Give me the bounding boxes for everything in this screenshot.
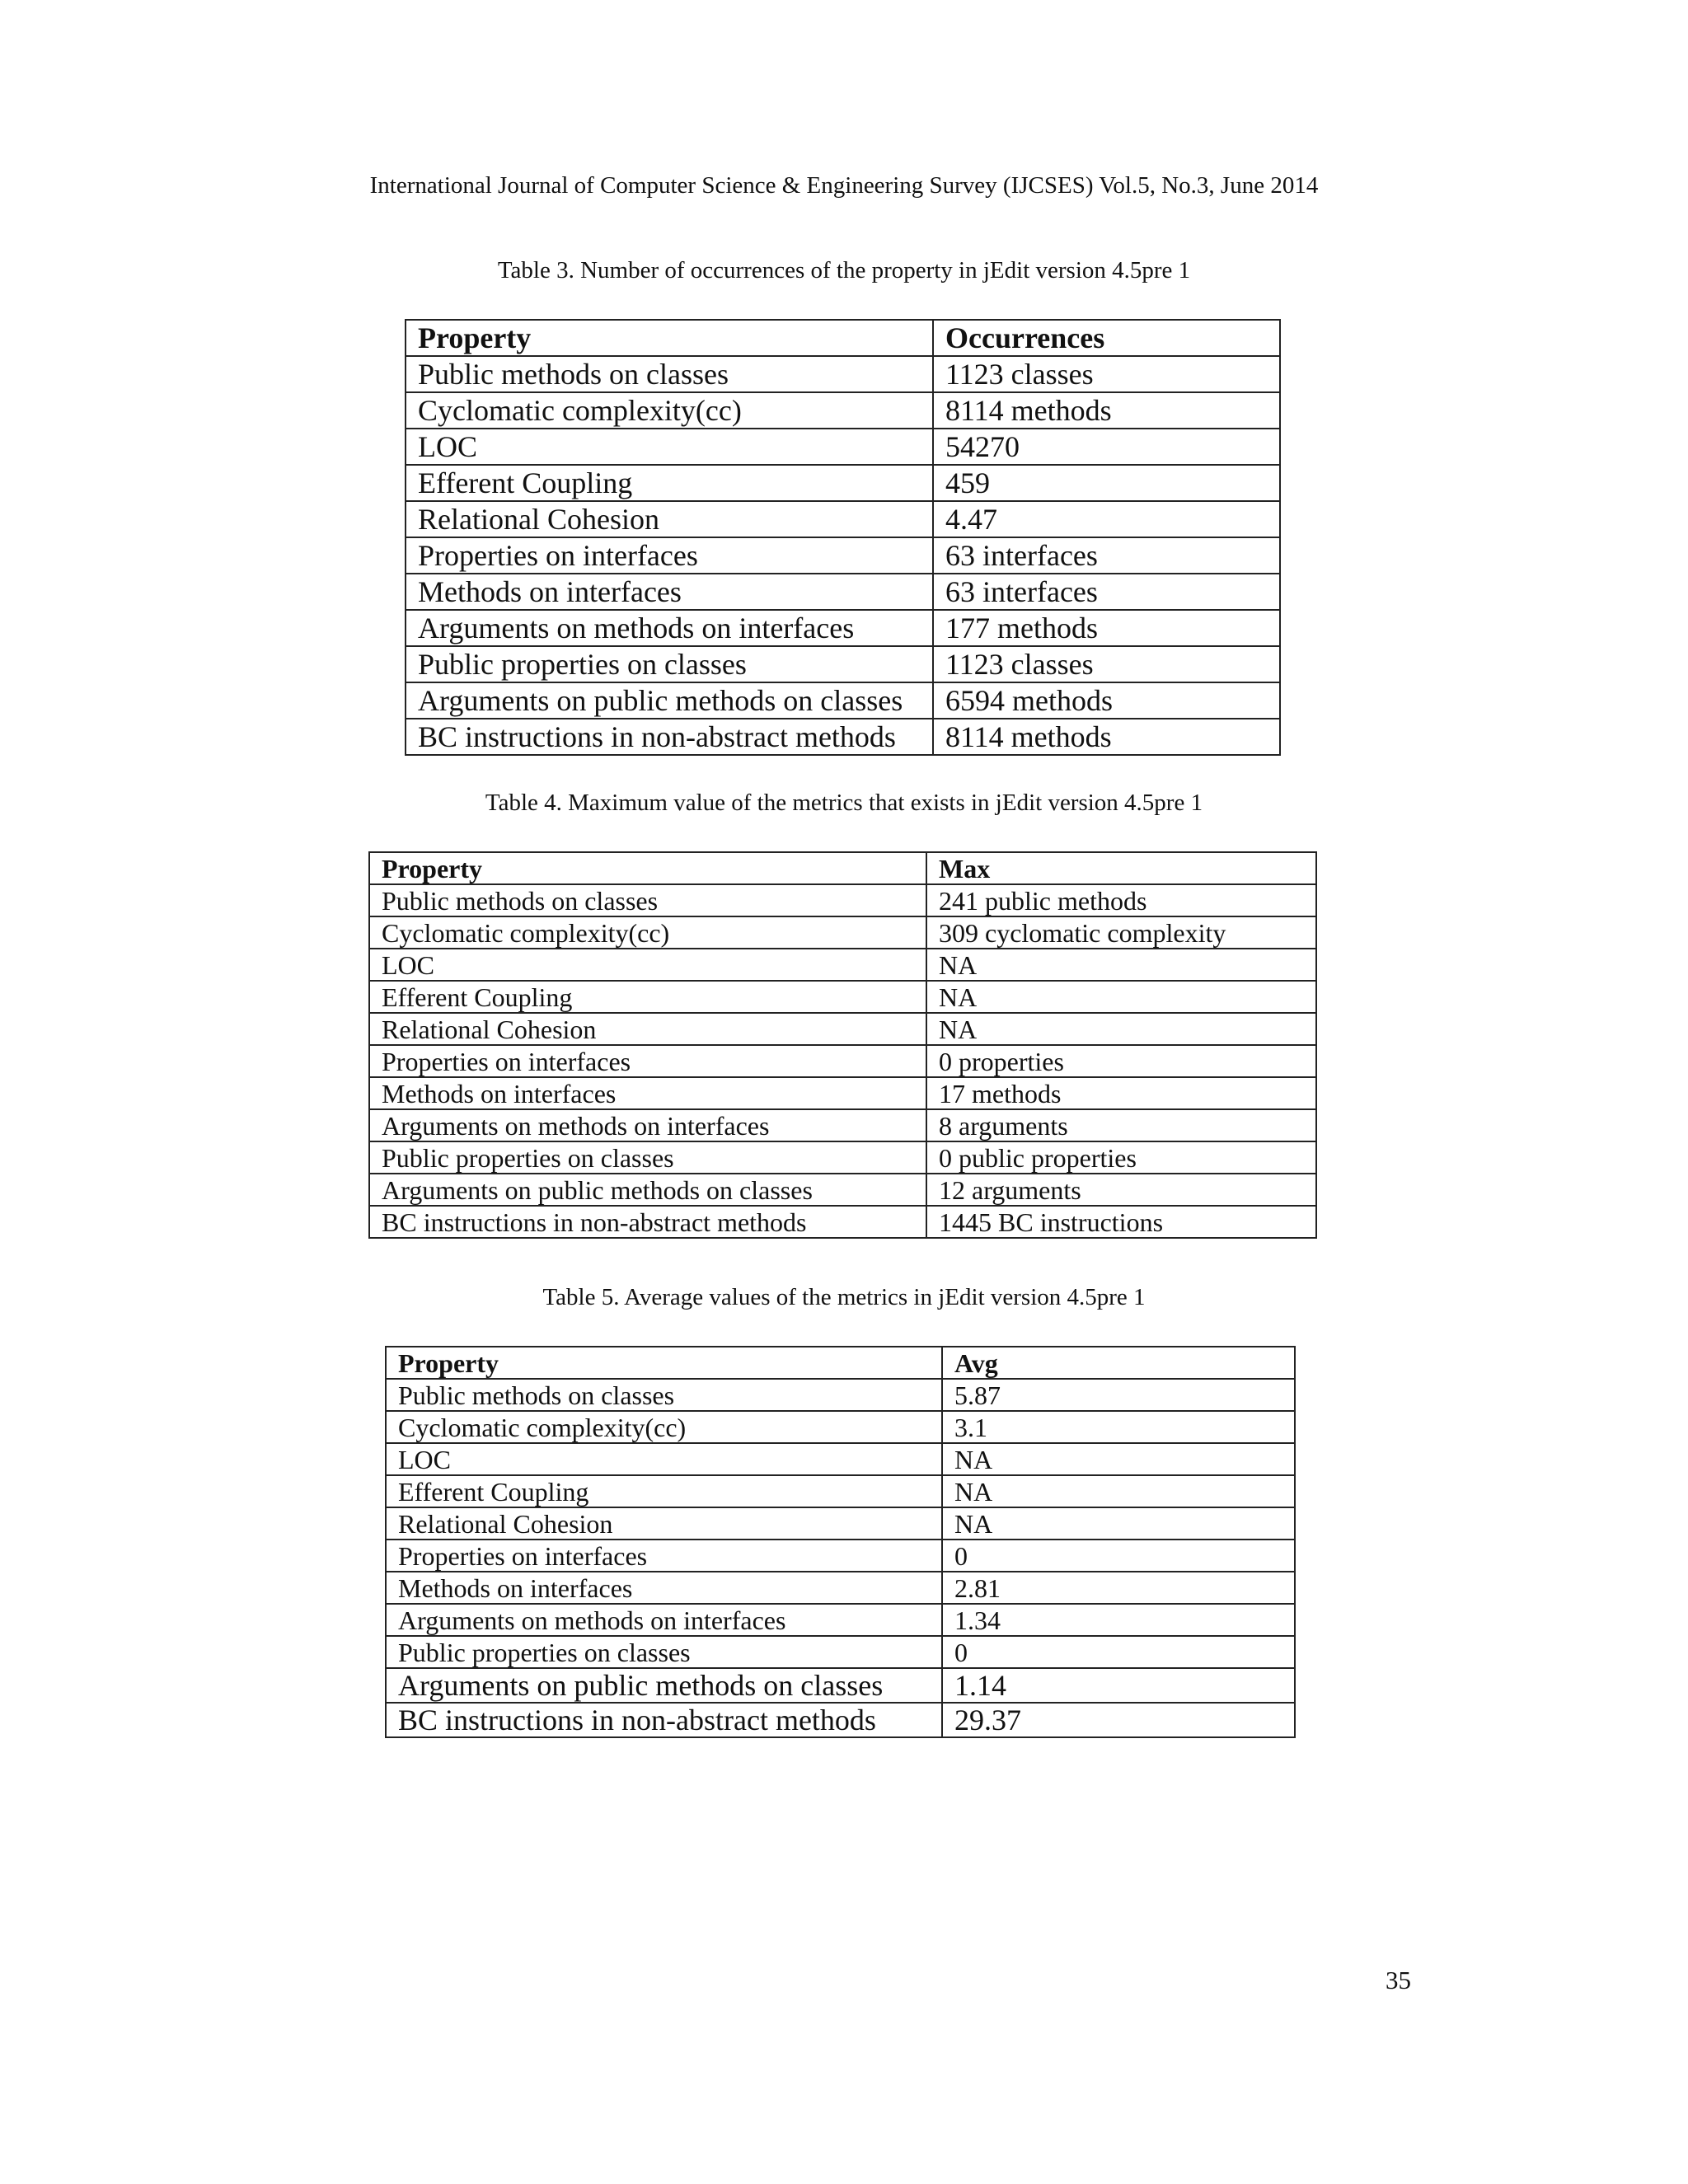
table4-cell-value: NA xyxy=(926,1013,1316,1045)
table5-average xyxy=(385,1346,1296,1738)
table-row xyxy=(386,1604,1295,1636)
table5-caption: Table 5. Average values of the metrics in jEdit version 4.5pre 1 xyxy=(542,1284,1146,1310)
table5-cell-value: 3.1 xyxy=(942,1411,1295,1443)
table3-cell-value: 177 methods xyxy=(933,610,1280,646)
table3-cell-property: Arguments on methods on interfaces xyxy=(406,610,933,646)
table4-cell-value: 309 cyclomatic complexity xyxy=(926,916,1316,949)
table5-cell-value: 2.81 xyxy=(942,1572,1295,1604)
table4-cell-property: Relational Cohesion xyxy=(369,1013,926,1045)
table5-header-property: Property xyxy=(386,1347,942,1379)
table4-cell-property: Efferent Coupling xyxy=(369,981,926,1013)
table5-cell-value: 0 xyxy=(942,1540,1295,1572)
table-row xyxy=(406,574,1280,610)
table3-cell-property: Public methods on classes xyxy=(406,356,933,392)
table3-cell-value: 54270 xyxy=(933,429,1280,465)
table5-cell-property: Relational Cohesion xyxy=(386,1507,942,1540)
table3-cell-property: Relational Cohesion xyxy=(406,501,933,537)
table3-header-property: Property xyxy=(406,320,933,356)
table-row xyxy=(386,1668,1295,1703)
table5-cell-property: LOC xyxy=(386,1443,942,1475)
table4-cell-property: Public methods on classes xyxy=(369,884,926,916)
table4-cell-value: 241 public methods xyxy=(926,884,1316,916)
table-row xyxy=(406,682,1280,719)
table3-cell-value: 459 xyxy=(933,465,1280,501)
journal-header: International Journal of Computer Science & Engineering Survey (IJCSES) Vol.5, No.3, June 2014 xyxy=(369,172,1319,199)
table4-cell-property: LOC xyxy=(369,949,926,981)
table5-header-avg: Avg xyxy=(942,1347,1295,1379)
table-row xyxy=(406,719,1280,755)
table4-cell-value: 0 public properties xyxy=(926,1141,1316,1174)
table-row xyxy=(369,1013,1316,1045)
table4-caption: Table 4. Maximum value of the metrics that exists in jEdit version 4.5pre 1 xyxy=(485,790,1203,816)
table3-cell-property: Properties on interfaces xyxy=(406,537,933,574)
table5-cell-property: BC instructions in non-abstract methods xyxy=(386,1703,942,1737)
table3-cell-property: LOC xyxy=(406,429,933,465)
table5-cell-value: NA xyxy=(942,1443,1295,1475)
table-row xyxy=(386,1379,1295,1411)
table4-cell-value: NA xyxy=(926,981,1316,1013)
table4-header-row xyxy=(369,852,1316,884)
table-row xyxy=(369,1109,1316,1141)
table4-header-max: Max xyxy=(926,852,1316,884)
table5-cell-value: 1.14 xyxy=(942,1668,1295,1703)
table3-occurrences xyxy=(405,319,1281,756)
table3-cell-value: 6594 methods xyxy=(933,682,1280,719)
table3-cell-value: 1123 classes xyxy=(933,356,1280,392)
table-row xyxy=(386,1475,1295,1507)
table-row xyxy=(369,916,1316,949)
table-row xyxy=(406,537,1280,574)
table3-cell-value: 4.47 xyxy=(933,501,1280,537)
table4-cell-value: 17 methods xyxy=(926,1077,1316,1109)
table4-cell-property: Arguments on methods on interfaces xyxy=(369,1109,926,1141)
table5-cell-value: 29.37 xyxy=(942,1703,1295,1737)
table-row xyxy=(406,356,1280,392)
table-row xyxy=(386,1703,1295,1737)
table3-cell-value: 63 interfaces xyxy=(933,537,1280,574)
table-row xyxy=(406,392,1280,429)
table3-cell-property: BC instructions in non-abstract methods xyxy=(406,719,933,755)
table-row xyxy=(369,884,1316,916)
table-row xyxy=(369,1045,1316,1077)
table5-cell-property: Cyclomatic complexity(cc) xyxy=(386,1411,942,1443)
table-row xyxy=(406,429,1280,465)
table5-cell-property: Arguments on methods on interfaces xyxy=(386,1604,942,1636)
table3-cell-property: Methods on interfaces xyxy=(406,574,933,610)
table5-cell-property: Arguments on public methods on classes xyxy=(386,1668,942,1703)
table5-cell-value: 5.87 xyxy=(942,1379,1295,1411)
table-row xyxy=(406,646,1280,682)
table4-cell-value: 8 arguments xyxy=(926,1109,1316,1141)
table-row xyxy=(386,1572,1295,1604)
table-row xyxy=(369,1141,1316,1174)
table-row xyxy=(386,1636,1295,1668)
table4-cell-property: Properties on interfaces xyxy=(369,1045,926,1077)
table4-cell-property: Arguments on public methods on classes xyxy=(369,1174,926,1206)
table3-cell-property: Cyclomatic complexity(cc) xyxy=(406,392,933,429)
table4-cell-value: 1445 BC instructions xyxy=(926,1206,1316,1238)
table3-cell-property: Efferent Coupling xyxy=(406,465,933,501)
table3-header-row xyxy=(406,320,1280,356)
table-row xyxy=(406,501,1280,537)
table3-header-occurrences: Occurrences xyxy=(933,320,1280,356)
table3-cell-property: Arguments on public methods on classes xyxy=(406,682,933,719)
table4-cell-property: BC instructions in non-abstract methods xyxy=(369,1206,926,1238)
table5-cell-value: NA xyxy=(942,1475,1295,1507)
table5-header-row xyxy=(386,1347,1295,1379)
table4-cell-property: Methods on interfaces xyxy=(369,1077,926,1109)
page-number: 35 xyxy=(1386,1966,1411,1994)
table4-header-property: Property xyxy=(369,852,926,884)
table5-cell-property: Methods on interfaces xyxy=(386,1572,942,1604)
table-row xyxy=(369,1206,1316,1238)
table5-cell-property: Efferent Coupling xyxy=(386,1475,942,1507)
table-row xyxy=(386,1443,1295,1475)
table3-cell-value: 8114 methods xyxy=(933,392,1280,429)
table4-cell-value: NA xyxy=(926,949,1316,981)
table4-cell-value: 12 arguments xyxy=(926,1174,1316,1206)
table5-cell-value: 0 xyxy=(942,1636,1295,1668)
table4-cell-property: Public properties on classes xyxy=(369,1141,926,1174)
table3-caption: Table 3. Number of occurrences of the property in jEdit version 4.5pre 1 xyxy=(497,257,1191,284)
table5-cell-property: Public properties on classes xyxy=(386,1636,942,1668)
table4-maximum xyxy=(368,851,1317,1239)
table5-cell-value: 1.34 xyxy=(942,1604,1295,1636)
table-row xyxy=(386,1411,1295,1443)
table5-cell-property: Public methods on classes xyxy=(386,1379,942,1411)
table-row xyxy=(386,1507,1295,1540)
table4-cell-value: 0 properties xyxy=(926,1045,1316,1077)
table3-cell-value: 63 interfaces xyxy=(933,574,1280,610)
table4-cell-property: Cyclomatic complexity(cc) xyxy=(369,916,926,949)
table-row xyxy=(369,1077,1316,1109)
table-row xyxy=(369,981,1316,1013)
table-row xyxy=(406,610,1280,646)
table-row xyxy=(369,949,1316,981)
table3-cell-value: 1123 classes xyxy=(933,646,1280,682)
table-row xyxy=(369,1174,1316,1206)
table5-cell-property: Properties on interfaces xyxy=(386,1540,942,1572)
table-row xyxy=(386,1540,1295,1572)
table-row xyxy=(406,465,1280,501)
table5-cell-value: NA xyxy=(942,1507,1295,1540)
table3-cell-value: 8114 methods xyxy=(933,719,1280,755)
table3-cell-property: Public properties on classes xyxy=(406,646,933,682)
